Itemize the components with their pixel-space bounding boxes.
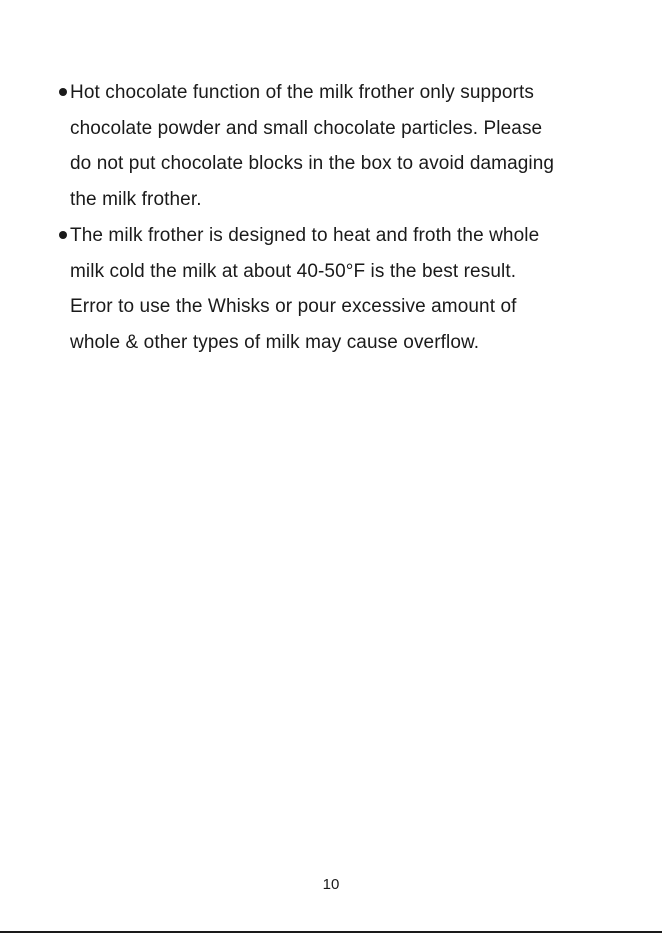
note-milk-type (58, 218, 638, 361)
note-line: chocolate powder and small chocolate particles. Please (70, 117, 543, 139)
note-line: milk cold the milk at about 40-50°F is the best result. (70, 260, 517, 282)
bullet-icon (59, 88, 67, 96)
note-line: the milk frother. (70, 189, 202, 211)
bullet-icon (59, 231, 67, 239)
notes-list (58, 75, 638, 361)
note-line: Hot chocolate function of the milk frother only supports (70, 82, 534, 103)
note-hot-chocolate (58, 75, 638, 218)
note-line: whole & other types of milk may cause overflow. (70, 331, 480, 353)
note-line: The milk frother is designed to heat and froth the whole (70, 224, 540, 246)
page-number: 10 (322, 876, 340, 893)
note-line: do not put chocolate blocks in the box to avoid damaging (70, 153, 555, 175)
note-line: Error to use the Whisks or pour excessive amount of (70, 296, 517, 318)
